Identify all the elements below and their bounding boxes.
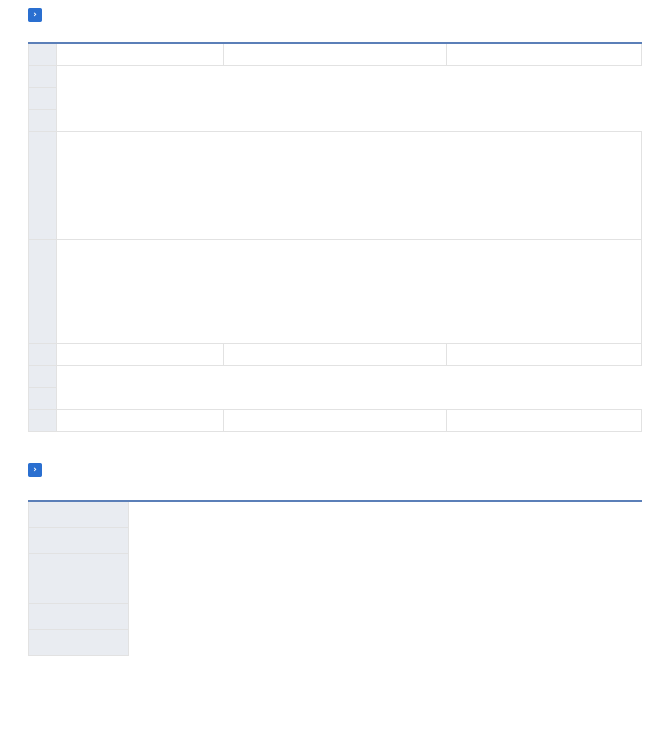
date-label: [29, 43, 57, 66]
date-row: [29, 43, 642, 66]
rainfall-chart: [73, 240, 624, 340]
arrow-right-icon: ›: [28, 463, 42, 477]
temp-axis-cell: [29, 132, 57, 240]
detail-forecast-table: [28, 42, 642, 432]
rain-chart-row: [29, 240, 642, 344]
sun-cell: [446, 410, 641, 432]
weekly-golf-label: [29, 527, 129, 553]
weekly-section-header: [28, 459, 64, 481]
weekly-sun-row: [29, 629, 643, 655]
day-header: [56, 43, 223, 66]
arrow-right-icon: ›: [28, 8, 42, 22]
golf-index-row: [29, 88, 642, 110]
rainfall-row: [29, 366, 642, 388]
sun-label: [29, 410, 57, 432]
rainfall-label: [29, 366, 57, 388]
weather-label: [29, 110, 57, 132]
temperature-chart-row: [29, 132, 642, 240]
sun-cell: [224, 410, 447, 432]
wind-label: [29, 388, 57, 410]
weekly-date-label: [29, 501, 129, 527]
detail-section-header: [28, 4, 64, 26]
time-row: [29, 66, 642, 88]
minmax-cell: [56, 344, 223, 366]
temperature-chart: [73, 132, 624, 236]
temp-chart-cell: [56, 132, 641, 240]
minmax-row: [29, 344, 642, 366]
weekly-temp-row: [29, 603, 643, 629]
weekly-sun-label: [29, 629, 129, 655]
rain-chart-cell: [56, 240, 641, 344]
minmax-label: [29, 344, 57, 366]
sun-cell: [56, 410, 223, 432]
minmax-cell: [224, 344, 447, 366]
sun-row: [29, 410, 642, 432]
weekly-golf-row: [29, 527, 643, 553]
time-label: [29, 66, 57, 88]
day-header: [224, 43, 447, 66]
golf-index-label: [29, 88, 57, 110]
legend-words: [88, 678, 580, 694]
wind-row: [29, 388, 642, 410]
weekly-weather-row: [29, 553, 643, 603]
weekly-date-row: [29, 501, 643, 527]
golf-index-legend: [88, 678, 580, 738]
weekly-forecast-table: [28, 500, 642, 656]
weekly-weather-label: [29, 553, 129, 603]
rain-axis-cell: [29, 240, 57, 344]
minmax-cell: [446, 344, 641, 366]
day-header: [446, 43, 641, 66]
legend-color-bar: [88, 696, 580, 718]
weekly-temp-label: [29, 603, 129, 629]
weather-icon-row: [29, 110, 642, 132]
